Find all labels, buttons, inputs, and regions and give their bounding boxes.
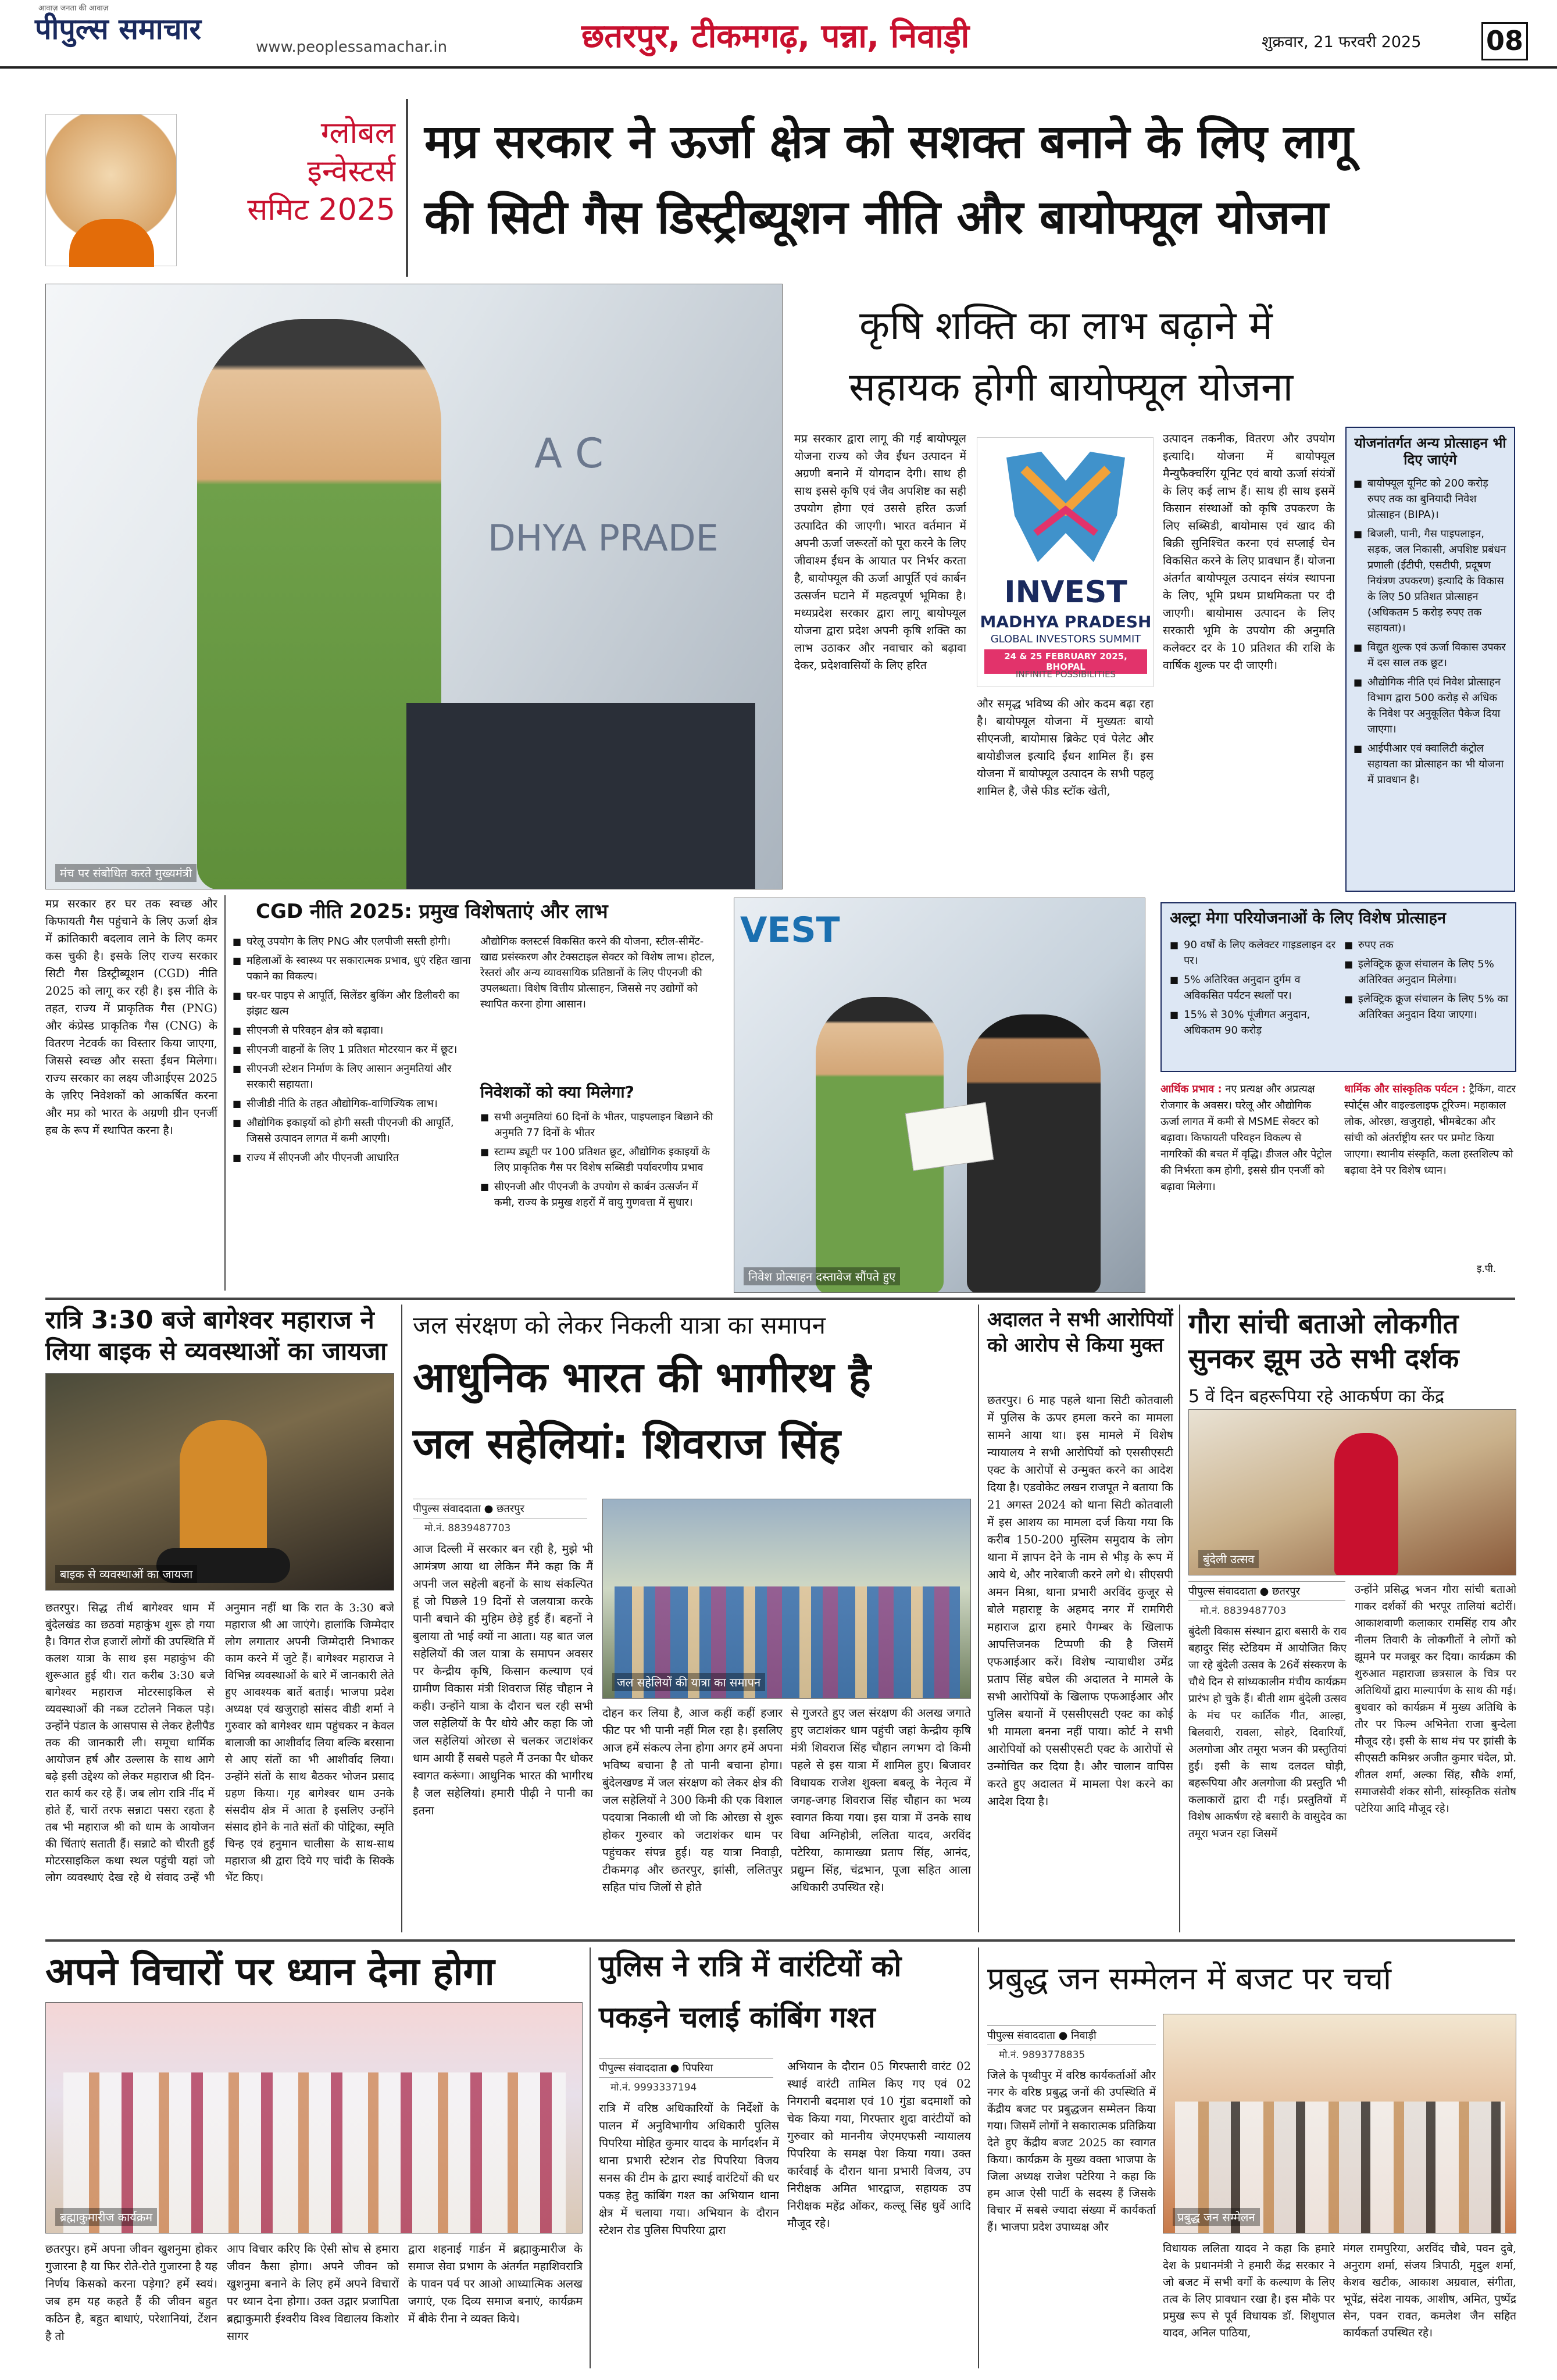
mp-map-icon (1001, 446, 1131, 574)
cgd-left-strip: मप्र सरकार हर घर तक स्वच्छ और किफायती गैस पहुंचाने के लिए ऊर्जा क्षेत्र में क्रांतिकारी बदलाव लाने के लिए कमर कस चुकी है। इसके लिए राज्य सरकार सिटी गैस डिस्ट्रीब्यूशन (CGD) नीति 2025 को लागू कर रही है। इस नीति के तहत, राज्य में प्राकृतिक गैस (PNG) और कंप्रेस्ड प्राकृतिक गैस (CNG) के वितरण नेटवर्क का विस्तार किया जाएगा, जिससे स्वच्छ और सस्ता ईंधन मिलेगा। राज्य सरकार का लक्ष्य जीआईएस 2025 के ज़रिए निवेशकों को आकर्षित करना और मप्र को भारत के अग्रणी ग्रीन एनर्जी हब के रूप में स्थापित करना है। (45, 897, 217, 1137)
gaura-kicker: 5 वें दिन बहरूपिया रहे आकर्षण का केंद्र (1188, 1386, 1444, 1407)
gaura-mobile: मो.नं. 8839487703 (1200, 1605, 1287, 1617)
masthead-logo-tag: आवाज़ जनता की आवाज़ (38, 4, 109, 13)
lead-headline-1: मप्र सरकार ने ऊर्जा क्षेत्र को सशक्त बनाने के लिए लागू (424, 115, 1354, 169)
economic-impact (1160, 1081, 1333, 1195)
vichar-photo (45, 2002, 583, 2234)
ultra-list-1 (1170, 937, 1338, 1042)
bageshwar-divider (401, 1305, 402, 1932)
invest-logo-line-3: GLOBAL INVESTORS SUMMIT (990, 633, 1141, 645)
badge-divider (406, 99, 408, 277)
religious-tourism-text: ट्रैकिंग, वाटर स्पोर्ट्स और वाइल्डलाइफ टूरिज्म। महाकाल लोक, ओरछा, खजुराहो, भीमबेटका और सांची को अंतर्राष्ट्रीय स्तर पर प्रमोट किया जाएगा। स्थानीय संस्कृति, कला हस्तशिल्प को बढ़ावा देने पर विशेष ध्यान। (1344, 1083, 1516, 1177)
cgd-item: ■ सीएनजी स्टेशन निर्माण के लिए आसान अनुमतियां और सरकारी सहायता। (233, 1061, 471, 1092)
incentive-item: ■ विद्युत शुल्क एवं ऊर्जा विकास उपकर में दस साल तक छूट। (1354, 639, 1507, 671)
cgd-list-2 (480, 1109, 719, 1214)
cgd-left-divider (224, 895, 226, 1291)
vichar-text-2: आप विचार करिए कि ऐसी सोच से हमारा जीवन कैसा होगा। अपने जीवन को खुशनुमा बनाने के लिए हमें अपने विचारों पर ध्यान देना होगा। उक्त उद्गार प्रजापिता ब्रह्माकुमारी ईश्वरीय विश्व विद्यालय किशोर सागर (227, 2242, 399, 2343)
budget-text-1: जिले के पृथ्वीपुर में वरिष्ठ कार्यकर्ताओं और नगर के वरिष्ठ प्रबुद्ध जनों की उपस्थिति में केंद्रीय बजट पर प्रबुद्धजन सम्मेलन किया गया। जिसमें लोगों ने सकारात्मक प्रतिक्रिया देते हुए केंद्रीय बजट 2025 का स्वागत किया। कार्यक्रम के मुख्य वक्ता भाजपा के जिला अध्यक्ष राजेश पटेरिया ने कहा कि हम आज ऐसी पार्टी के सदस्य हैं जिसके विचार में सबसे ज्यादा संख्या में कार्यकर्ता हैं। भाजपा प्रदेश उपाध्यक्ष और (987, 2069, 1156, 2234)
police-headline-1: पुलिस ने रात्रि में वारंटियों को (599, 1949, 902, 1983)
cgd-photo (734, 898, 1145, 1293)
gaura-text-2: उन्होंने प्रसिद्ध भजन गौरा सांची बताओ गाकर दर्शकों की भरपूर तालियां बटोरीं। आकाशवाणी कलाकार रामसिंह राय और नीलम तिवारी के लोकगीतों ने लोगों को झूमने पर मजबूर कर दिया। कार्यक्रम की शुरुआत महाराजा छत्रसाल के चित्र पर अतिथियों द्वारा माल्यार्पण के साथ की गई। बुधवार को कार्यक्रम में मुख्य अतिथि के तौर पर फिल्म अभिनेता राजा बुन्देला मौजूद रहे। इसी के साथ मंच पर झांसी के सीएसटी कमिश्नर अजीत कुमार चंदेल, प्रो. शीतल शर्मा, अल्का सिंह, सौके शर्मा, समाजसेवी शंकर सोनी, सांस्कृतिक संतोष पटेरिया आदि मौजूद रहे। (1355, 1584, 1516, 1815)
incentive-item: ■ बायोफ्यूल यूनिट को 200 करोड़ रुपए तक का बुनियादी निवेश प्रोत्साहन (BIPA)। (1354, 476, 1507, 523)
jal-headline-1: आधुनिक भारत की भागीरथ है (413, 1353, 871, 1402)
cm-figure (197, 319, 441, 889)
cgd-subtitle: निवेशकों को क्या मिलेगा? (480, 1082, 634, 1102)
masthead (0, 0, 1557, 69)
incentive-box (1345, 427, 1515, 892)
ultra-item: ■ रुपए तक (1344, 937, 1513, 953)
saffron-jacket (69, 219, 154, 267)
gaura-headline: गौरा सांची बताओ लोकगीत सुनकर झूम उठे सभी दर्शक (1188, 1308, 1459, 1375)
ultra-mega-title: अल्ट्रा मेगा परियोजनाओं के लिए विशेष प्रोत्साहन (1170, 909, 1446, 927)
summit-badge-line-2: इन्वेस्टर्स (307, 154, 395, 189)
incentive-item: ■ औद्योगिक नीति एवं निवेश प्रोत्साहन विभाग द्वारा 500 करोड़ से अधिक के निवेश पर अनुकूलित पैकेज दिया जाएगा। (1354, 674, 1507, 737)
podium (406, 703, 755, 889)
ultra-item: ■ 5% अतिरिक्त अनुदान दुर्गम व अविकसित पर्यटन स्थलों पर। (1170, 972, 1338, 1003)
masthead-date: शुक्रवार, 21 फरवरी 2025 (1262, 33, 1422, 51)
vichar-text-3: द्वारा शहनाई गार्डन में ब्रह्माकुमारीज के समाज सेवा प्रभाग के अंतर्गत महाशिवरात्रि के पावन पर्व पर आओ आध्यात्मिक अलख जगाएं, एक दिव्य समाज बनाएं, कार्यक्रम में बीके रीना ने व्यक्त किये। (408, 2242, 583, 2325)
police-text-2: अभियान के दौरान 05 गिरफ्तारी वारंट 02 स्थाई वारंटी तामिल किए गए एवं 02 निगरानी बदमाश एवं 10 गुंडा बदमाशों को चेक किया गया, गिरफ्तार शुदा वारंटीयों को गुरुवार को माननीय जेएमएफसी न्यायालय पिपरिया के समक्ष पेश किया गया। उक्त कार्रवाई के दौरान थाना प्रभारी विजय, उप निरीक्षक अमित भारद्वाज, सहायक उप निरीक्षक महेंद्र ओंकर, कल्लू सिंह धुर्वे आदि मौजूद रहे। (787, 2060, 971, 2230)
budget-headline: प्रबुद्ध जन सम्मेलन में बजट पर चर्चा (987, 1960, 1391, 1997)
jal-text-3: से गुजरते हुए जल संरक्षण की अलख जगाते हुए जटाशंकर धाम पहुंची जहां केन्द्रीय कृषि मंत्री शिवराज सिंह चौहान लगभग दो किमी पहले से इस यात्रा में शामिल हुए। बिजावर विधायक राजेश शुक्ला बबलू के नेतृत्व में जगह-जगह शिवराज सिंह चौहान का भव्य स्वागत किया गया। इस यात्रा में उनके साथ विधा अग्निहोत्री, ललिता यादव, अरविंद पटेरिया, कामाख्या प्रताप सिंह, आनंद, प्रद्युम्न सिंह, चंद्रभान, पूजा सहित आला अधिकारी उपस्थित रहे। (791, 1706, 971, 1894)
cgd-item: ■ सीएनजी वाहनों के लिए 1 प्रतिशत मोटरयान कर में छूट। (233, 1042, 471, 1057)
police-divider (978, 1947, 979, 2368)
credit: इ.पी. (1477, 1263, 1497, 1275)
lead-column-1: मप्र सरकार द्वारा लागू की गई बायोफ्यूल योजना राज्य को जैव ईंधन उत्पादन में अग्रणी बनाने में योगदान देगी। साथ ही साथ इससे कृषि एवं जैव अपशिष्ट का सही उपयोग होगा एवं उससे हरित ऊर्जा उत्पादित की जाएगी। भारत वर्तमान में अपनी ऊर्जा जरूरतों को पूरा करने के लिए जीवाश्म ईंधन के आयात पर निर्भर करता है, बायोफ्यूल की ऊर्जा आपूर्ति एवं कार्बन उत्सर्जन घटाने में महत्वपूर्ण भूमिका है। मध्यप्रदेश सरकार द्वारा लागू बायोफ्यूल योजना द्वारा प्रदेश अपनी कृषि शक्ति का लाभ उठाकर और नवाचार को बढ़ावा देकर, प्रदेशवासियों के लिए हरित (794, 432, 966, 672)
budget-photo (1163, 2014, 1516, 2234)
incentive-item: ■ आईपीआर एवं क्वालिटी कंट्रोल सहायता का प्रोत्साहन का भी योजना में प्रावधान है। (1354, 741, 1507, 788)
budget-byline: पीपुल्स संवाददाता ● निवाड़ी (987, 2025, 1156, 2045)
gaura-text-1: बुंदेली विकास संस्थान द्वारा बसारी के राव बहादुर सिंह स्टेडियम में आयोजित किए जा रहे बुंदेली उत्सव के 26वें संस्करण के चौथे दिन से सांध्यकालीन मंचीय कार्यक्रम प्रारंभ हो चुके हैं। बीती शाम बुंदेली उत्सव के मंच पर कार्तिक गीत, आल्हा, बिलवारी, रावला, सोहरे, दिवारियाँ, अलगोजा और तमूरा भजन की प्रस्तुतियां हुई। इसी के साथ दलदल घोड़ी, बहरूपिया और अलगोजा की प्रस्तुति भी कलाकारों द्वारा दी गई। प्रस्तुतियों में विशेष आकर्षण रहे बसारी के वासुदेव का तमूरा भजन रहा जिसमें (1188, 1625, 1347, 1840)
vichar-photo-caption: ब्रह्माकुमारीज कार्यक्रम (55, 2208, 157, 2226)
invest-logo-tag: INFINITE POSSIBILITIES (1015, 669, 1116, 680)
summit-badge (221, 114, 395, 229)
cgd-photo-caption: निवेश प्रोत्साहन दस्तावेज सौंपते हुए (744, 1267, 900, 1285)
cgd-item: ■ घरेलू उपयोग के लिए PNG और एलपीजी सस्ती होगी। (233, 934, 471, 949)
ultra-list-2 (1344, 937, 1513, 1026)
police-text-1: रात्रि में वरिष्ठ अधिकारियों के निर्देशों के पालन में अनुविभागीय अधिकारी पुलिस पिपरिया मोहित कुमार यादव के मार्गदर्शन में थाना प्रभारी स्टेशन रोड पिपरिया विजय सनस की टीम के द्वारा स्थाई वारंटियों की धर पकड़ हेतु कांबिंग गश्त का अभियान थाना क्षेत्र में चलाया गया। अभियान के दौरान स्टेशन रोड पुलिस पिपरिया द्वारा (599, 2102, 779, 2237)
incentive-box-title: योजनांतर्गत अन्य प्रोत्साहन भी दिए जाएंगे (1354, 435, 1506, 468)
cgd-item: ■ सीएनजी से परिवहन क्षेत्र को बढ़ावा। (233, 1023, 471, 1038)
summit-badge-line-1: ग्लोबल (320, 116, 395, 151)
religious-tourism (1344, 1081, 1516, 1179)
economic-impact-title: आर्थिक प्रभाव : (1160, 1083, 1222, 1095)
ultra-item: ■ 90 वर्षों के लिए कलेक्टर गाइडलाइन दर पर। (1170, 937, 1338, 969)
bageshwar-photo-caption: बाइक से व्यवस्थाओं का जायजा (55, 1565, 197, 1583)
invest-logo-dates: 24 & 25 FEBRUARY 2025, BHOPAL (984, 649, 1147, 674)
lead-column-3: उत्पादन तकनीक, वितरण और उपयोग इत्यादि। योजना में बायोफ्यूल मैन्युफैक्चरिंग यूनिट एवं बायो ऊर्जा संयंत्रों के लिए कई लाभ हैं। साथ ही साथ इसमें किसान संस्थाओं को कृषि उपकरण के लिए सब्सिडी, बायोमास एवं खाद की बिक्री सुनिश्चित करना एवं सप्लाई चेन विकसित करने के लिए प्रावधान हैं। योजना अंतर्गत बायोफ्यूल उत्पादन संयंत्र स्थापना के लिए, भूमि प्रथम प्राथमिकता पर दी जाएगी। बायोमास उत्पादन के लिए सरकारी भूमि के उपयोग की अनुमति कलेक्टर दर के 10 प्रतिशत की राशि के वार्षिक शुल्क पर दी जाएगी। (1163, 432, 1335, 672)
bageshwar-text: छतरपुर। सिद्ध तीर्थ बागेश्वर धाम में बुंदेलखंड का छठवां महाकुंभ शुरू हो गया है। विगत रोज हजारों लोगों की उपस्थिति में कलश यात्रा के साथ इस महाकुंभ की शुरूआत हुई थी। रात करीब 3:30 बजे बागेश्वर महाराज मोटरसाइकिल से व्यवस्थाओं की नब्ज टटोलने निकल पड़े। उन्होंने पंडाल के आसपास से लेकर हेलीपैड तक की जानकारी ली। समूचा धार्मिक आयोजन हर्ष और उल्लास के साथ आगे बढ़े इसी उद्देश्य को लेकर महाराज श्री दिन-रात कार्य कर रहे हैं। जब लोग रात्रि नींद में होते हैं, चारों तरफ सन्नाटा पसरा रहता है तब भी महाराज श्री को धाम के आयोजन की चिंताएं सताती हैं। सन्नाटे को चीरती हुई मोटरसाइकिल कथा स्थल पहुंची यहां जो लोग व्यवस्थाएं देख रहे थे संवाद उन्हें भी अनुमान नहीं था कि रात के 3:30 बजे महाराज श्री आ जाएंगे। हालांकि जिम्मेदार लोग लगातार अपनी जिम्मेदारी निभाकर काम करने में जुटे हैं। बागेश्वर महाराज ने विभिन्न व्यवस्थाओं के बारे में जानकारी लेते हुए आवश्यक बातें बताई। भाजपा प्रदेश अध्यक्ष एवं खजुराहो सांसद वीडी शर्मा ने गुरुवार को बागेश्वर धाम पहुंचकर न केवल बालाजी का आशीर्वाद लिया बल्कि बरसाना से आए संतों का भी आशीर्वाद लिया। उन्होंने संतों के साथ बैठकर भोजन प्रसाद ग्रहण किया। गृह बागेश्वर धाम उनके संसदीय क्षेत्र में आता है इसलिए उन्होंने संसाद होने के नाते संतों की पोट्रिका, स्मृति चिन्ह एवं हनुमान चालीसा के साथ-साथ महाराज श्री द्वारा दिये गए चांदी के सिक्के भेंट किए। (45, 1602, 394, 1884)
jal-mobile: मो.नं. 8839487703 (424, 1523, 511, 1534)
ultra-mega-box (1160, 902, 1516, 1072)
incentive-item: ■ बिजली, पानी, गैस पाइपलाइन, सड़क, जल निकासी, अपशिष्ट प्रबंधन प्रणाली (ईटीपी, एसटीपी, प्रदूषण नियंत्रण उपकरण) इत्यादि के विकास के लिए 50 प्रतिशत प्रोत्साहन (अधिकतम 5 करोड़ रुपए तक सहायता)। (1354, 526, 1507, 636)
document (905, 1102, 994, 1171)
budget-mobile: मो.नं. 9893778835 (999, 2049, 1085, 2061)
summit-badge-line-3: समिट 2025 (247, 192, 395, 227)
cgd-col2-intro: औद्योगिक क्लस्टर्स विकसित करने की योजना, स्टील-सीमेंट-खाद्य प्रसंस्करण और टेक्सटाइल सेक्टर को विशेष लाभ। होटल, रेस्तरां और अन्य व्यावसायिक प्रतिष्ठानों के लिए पीएनजी की उपलब्धता। विशेष वित्तीय प्रोत्साहन, जिससे नए उद्योगों को स्थापित करना होगा आसान। (480, 935, 715, 1010)
gaura-byline: पीपुल्स संवाददाता ● छतरपुर (1188, 1581, 1345, 1601)
cm-portrait (45, 114, 177, 266)
police-byline: पीपुल्स संवाददाता ● पिपरिया (599, 2058, 773, 2078)
cgd-item: ■ महिलाओं के स्वास्थ्य पर सकारात्मक प्रभाव, धुएं रहित खाना पकाने का विकल्प। (233, 953, 471, 984)
cgd-investor-item: ■ स्टाम्प ड्यूटी पर 100 प्रतिशत छूट, औद्योगिक इकाइयों के लिए प्राकृतिक गैस पर विशेष सब्सिडी पर्यावरणीय प्रभाव (480, 1144, 719, 1175)
lead-photo-caption: मंच पर संबोधित करते मुख्यमंत्री (55, 864, 197, 882)
jal-headline-2: जल सहेलियां: शिवराज सिंह (413, 1419, 841, 1468)
cgd-item: ■ घर-घर पाइप से आपूर्ति, सिलेंडर बुकिंग और डिलीवरी का झंझट खत्म (233, 988, 471, 1019)
ultra-item: ■ 15% से 30% पूंजीगत अनुदान, अधिकतम 90 करोड़ (1170, 1007, 1338, 1038)
vichar-text-1: छतरपुर। हमें अपना जीवन खुशनुमा होकर गुजारना है या फिर रोते-रोते गुजारना है यह निर्णय किसको करना पड़ेगा? हमें स्वयं। जब हम यह कहते हैं की जीवन बहुत कठिन है, बहुत बाधाएं, परेशानियां, टेंशन है तो (45, 2242, 217, 2343)
page-number: 08 (1481, 22, 1528, 60)
ultra-item: ■ इलेक्ट्रिक क्रूज संचालन के लिए 5% अतिरिक्त अनुदान मिलेगा। (1344, 956, 1513, 988)
section-divider-1 (45, 1298, 1515, 1300)
performer (1334, 1433, 1398, 1575)
cgd-list-1 (233, 934, 471, 1169)
masthead-region: छतरपुर, टीकमगढ़, पन्ना, निवाड़ी (581, 17, 970, 55)
invest-logo-line-1: INVEST (1004, 575, 1127, 610)
lead-photo (45, 284, 783, 889)
jal-text-2: दोहन कर लिया है, आज कहीं कहीं हजार फीट पर भी पानी नहीं मिल रहा है। इसलिए आज हमें संकल्प लेना होगा अगर हमें अपना भविष्य बचाना है तो पानी बचाना होगा। बुंदेलखण्ड में जल संरक्षण को लेकर क्षेत्र की जल सहेलियों ने 300 किमी की एक विशाल पदयात्रा निकाली थी जो कि ओरछा से शुरू होकर गुरुवार को जटाशंकर धाम पर पहुंचकर संपन्न हुई। यह यात्रा निवाड़ी, टीकमगढ़ और छतरपुर, झांसी, ललितपुर सहित पांच जिलों से होते (602, 1706, 783, 1894)
budget-text-2: विधायक ललिता यादव ने कहा कि हमारे देश के प्रधानमंत्री ने हमारी केंद्र सरकार ने जो बजट में सभी वर्गों के कल्याण के लिए तत्व के लिए प्रावधान रखा है। इस मौके पर प्रमुख रूप से पूर्व विधायक डॉ. शिशुपाल यादव, अनिल पाठिया, (1163, 2242, 1335, 2339)
gaura-photo-caption: बुंदेली उत्सव (1198, 1550, 1259, 1568)
police-headline-2: पकड़ने चलाई कांबिंग गश्त (599, 2000, 876, 2034)
cgd-photo-backdrop: VEST (740, 910, 840, 950)
lead-headline-2: की सिटी गैस डिस्ट्रीब्यूशन नीति और बायोफ्यूल योजना (424, 190, 1329, 244)
jal-byline: पीपुल्स संवाददाता ● छतरपुर (413, 1499, 587, 1518)
jal-divider (978, 1305, 979, 1932)
bageshwar-headline: रात्रि 3:30 बजे बागेश्वर महाराज ने लिया बाइक से व्यवस्थाओं का जायजा (45, 1306, 387, 1366)
cgd-item: ■ औद्योगिक इकाइयों को होगी सस्ती पीएनजी की आपूर्ति, जिससे उत्पादन लागत में कमी आएगी। (233, 1115, 471, 1146)
jal-photo (602, 1499, 971, 1699)
police-mobile: मो.नं. 9993337194 (610, 2082, 697, 2093)
gaura-photo (1188, 1409, 1516, 1575)
masthead-logo: पीपुल्स समाचार (35, 12, 201, 46)
adalat-headline: अदालत ने सभी आरोपियों को आरोप से किया मुक्त (987, 1308, 1173, 1357)
cgd-investor-item: ■ सभी अनुमतियां 60 दिनों के भीतर, पाइपलाइन बिछाने की अनुमति 77 दिनों के भीतर (480, 1109, 719, 1141)
cgd-investor-item: ■ सीएनजी और पीएनजी के उपयोग से कार्बन उत्सर्जन में कमी, राज्य के प्रमुख शहरों में वायु गुणवत्ता में सुधार। (480, 1179, 719, 1210)
invest-mp-logo (977, 437, 1154, 687)
masthead-url[interactable]: www.peoplessamachar.in (256, 38, 448, 56)
bageshwar-photo (45, 1373, 394, 1591)
cgd-item: ■ राज्य में सीएनजी और पीएनजी आधारित (233, 1150, 471, 1166)
jal-photo-caption: जल सहेलियों की यात्रा का समापन (612, 1673, 765, 1691)
budget-text-3: मंगल रामपुरिया, अरविंद चौबे, पवन दुबे, अनुराग शर्मा, संजय त्रिपाठी, मृदुल शर्मा, केशव खटीक, आकाश अग्रवाल, संगीता, भूपेंद्र, संदेश नायक, आशीष, अमित, पुष्पेंद्र सेन, पवन रावत, कमलेश जैन सहित कार्यकर्ता उपस्थित रहे। (1343, 2242, 1516, 2339)
lead-column-2: और समृद्ध भविष्य की ओर कदम बढ़ा रहा है। बायोफ्यूल योजना में मुख्यतः बायो सीएनजी, बायोमास ब्रिकेट एवं पेलेट और बायोडीजल इत्यादि ईंधन शामिल हैं। इस योजना में बायोफ्यूल उत्पादन के सभी पहलू शामिल है, जैसे फीड स्टॉक खेती, (977, 697, 1154, 798)
vichar-divider (590, 1947, 591, 2368)
jal-text-1: आज दिल्ली में सरकार बन रही है, मुझे भी आमंत्रण आया था लेकिन मैंने कहा कि मैं अपनी जल सहेली बहनों के साथ संकल्पित हूं जो पिछले 19 दिनों से जलयात्रा करके पानी बचाने की मुहिम छेड़े हुई हैं। बहनों ने बुलाया तो भाई क्यों ना आता। यह बात जल सहेलियों की जल यात्रा के समापन अवसर पर केन्द्रीय कृषि, किसान कल्याण एवं ग्रामीण विकास मंत्री शिवराज सिंह चौहान ने कही। उन्होंने यात्रा के दौरान चल रही सभी जल सहेलियों के पैर धोये और कहा कि जो जल सहेलियां ओरछा से चलकर जटाशंकर धाम आयी हैं सबसे पहले मैं उनका पैर धोकर स्वागत करूंगा। आधुनिक भारत की भागीरथ है जल सहेलियां। हमारी पीढ़ी ने पानी का इतना (413, 1542, 593, 1817)
jal-kicker: जल संरक्षण को लेकर निकली यात्रा का समापन (413, 1311, 826, 1339)
religious-tourism-title: धार्मिक और सांस्कृतिक पर्यटन : (1344, 1083, 1466, 1095)
backdrop-text-2: DHYA PRADE (488, 517, 719, 559)
backdrop-text: A C (534, 430, 604, 477)
vichar-headline: अपने विचारों पर ध्यान देना होगा (45, 1949, 495, 1994)
section-divider-2 (45, 1939, 1515, 1942)
adalat-divider (1179, 1305, 1180, 1932)
invest-logo-line-2: MADHYA PRADESH (980, 612, 1152, 631)
incentive-list (1354, 476, 1507, 788)
cgd-item: ■ सीजीडी नीति के तहत औद्योगिक-वाणिज्यिक लाभ। (233, 1096, 471, 1112)
lead-subhead-2: सहायक होगी बायोफ्यूल योजना (849, 364, 1294, 410)
adalat-text: छतरपुर। 6 माह पहले थाना सिटी कोतवाली में पुलिस के ऊपर हमला करने का मामला सामने आया था। इस मामले में विशेष न्यायालय ने सभी आरोपियों को एससीएसटी एक्ट के आरोपों से उन्मुक्त करने का आदेश दिया है। एडवोकेट लखन राजपूत ने बताया कि 21 अगस्त 2024 को थाना सिटी कोतवाली में इस आशय का मामला दर्ज किया गया कि करीब 150-200 मुस्लिम समुदाय के लोग थाना में ज्ञापन देने के नाम से भीड़ के रूप में आये थे, और नारेबाजी करने लगे थे। सीएसपी अमन मिश्रा, थाना प्रभारी अरविंद कुजूर से बोले महाराष्ट्र के अहमद नगर में रामगिरी महाराज द्वारा हमारे पैगम्बर के खिलाफ आपत्तिजनक टिप्पणी की है जिसमें एफआईआर करें। विशेष न्यायाधीश उमेंद्र प्रताप सिंह बघेल की अदालत ने मामले के सभी आरोपियों के खिलाफ एफआईआर और पुलिस बयानों में एससीएसटी एक्ट का कोई भी मामला बनना नहीं पाया। कोर्ट ने सभी आरोपियों को एससीएसटी एक्ट के आरोपों से उन्मोचित कर दिया है। और चालान वापिस करते हुए अदालत में मामला पेश करने का आदेश दिया है। (987, 1393, 1173, 1808)
ultra-item: ■ इलेक्ट्रिक क्रूज संचालन के लिए 5% का अतिरिक्त अनुदान दिया जाएगा। (1344, 991, 1513, 1023)
budget-photo-caption: प्रबुद्ध जन सम्मेलन (1173, 2208, 1260, 2226)
lead-subhead-1: कृषि शक्ति का लाभ बढ़ाने में (859, 303, 1273, 349)
economic-impact-text: नए प्रत्यक्ष और अप्रत्यक्ष रोजगार के अवसर। घरेलू और औद्योगिक ऊर्जा लागत में कमी से MSME सेक्टर को बढ़ावा। किफायती परिवहन विकल्प से नागरिकों की बचत में वृद्धि। डीजल और पेट्रोल की निर्भरता कम होगी, इससे ग्रीन एनर्जी को बढ़ावा मिलेगा। (1160, 1083, 1332, 1193)
cgd-title: CGD नीति 2025: प्रमुख विशेषताएं और लाभ (256, 900, 608, 923)
